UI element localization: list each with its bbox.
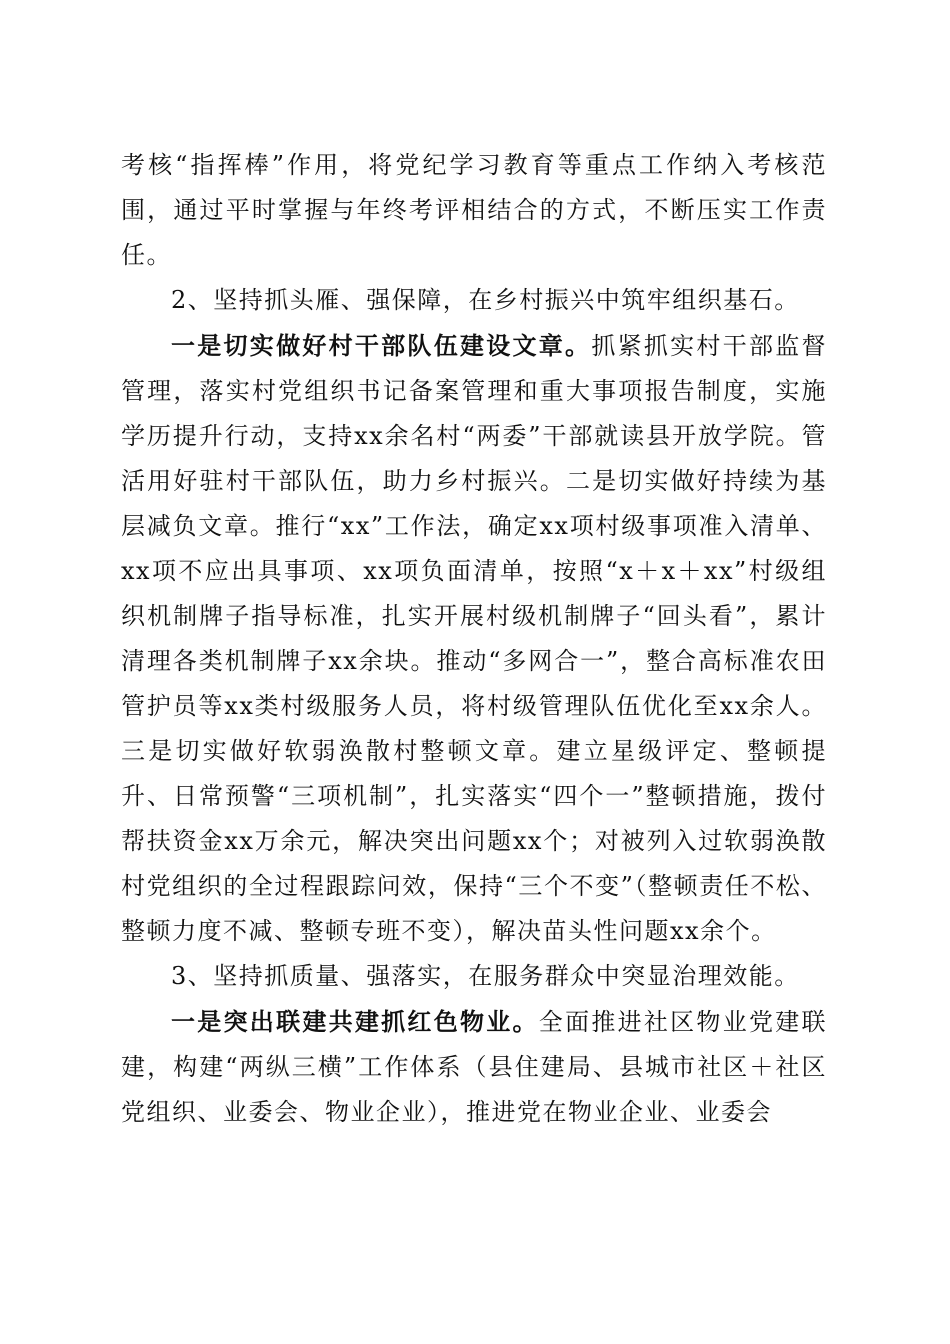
paragraph-assessment-continuation <box>121 143 827 278</box>
paragraph-red-property <box>121 999 827 1135</box>
section-heading-serving-masses <box>121 954 827 999</box>
paragraph-lead-sentence: 一是突出联建共建抓红色物业。 <box>171 1007 539 1036</box>
section-heading-rural-revitalization <box>121 278 827 323</box>
paragraph-village-cadres <box>121 323 827 954</box>
document-body <box>121 143 827 1135</box>
paragraph-text: 抓紧抓实村干部监督管理，落实村党组织书记备案管理和重大事项报告制度，实施学历提升行动，支持xx余名村“两委”干部就读县开放学院。管活用好驻村干部队伍，助力乡村振兴。二是切实做好持续为基层减负文章。推行“xx”工作法，确定xx项村级事项准入清单、xx项不应出具事项、xx项负面清单，按照“x＋x＋xx”村级组织机制牌子指导标准，扎实开展村级机制牌子“回头看”，累计清理各类机制牌子xx余块。推动“多网合一”，整合高标准农田管护员等xx类村级服务人员，将村级管理队伍优化至xx余人。三是切实做好软弱涣散村整顿文章。建立星级评定、整顿提升、日常预警“三项机制”，扎实落实“四个一”整顿措施，拨付帮扶资金xx万余元，解决突出问题xx个；对被列入过软弱涣散村党组织的全过程跟踪问效，保持“三个不变”（整顿责任不松、整顿力度不减、整顿专班不变），解决苗头性问题xx余个。 <box>121 332 828 945</box>
paragraph-text: 考核“指挥棒”作用，将党纪学习教育等重点工作纳入考核范围，通过平时掌握与年终考评相结合的方式，不断压实工作责任。 <box>121 151 827 269</box>
section-heading-text: 2、坚持抓头雁、强保障，在乡村振兴中筑牢组织基石。 <box>171 286 800 314</box>
paragraph-lead-sentence: 一是切实做好村干部队伍建设文章。 <box>171 331 592 360</box>
section-heading-text: 3、坚持抓质量、强落实，在服务群众中突显治理效能。 <box>171 962 800 990</box>
paragraph-text: 全面推进社区物业党建联建，构建“两纵三横”工作体系（县住建局、县城市社区＋社区党组织、业委会、物业企业），推进党在物业企业、业委会 <box>121 1008 828 1126</box>
